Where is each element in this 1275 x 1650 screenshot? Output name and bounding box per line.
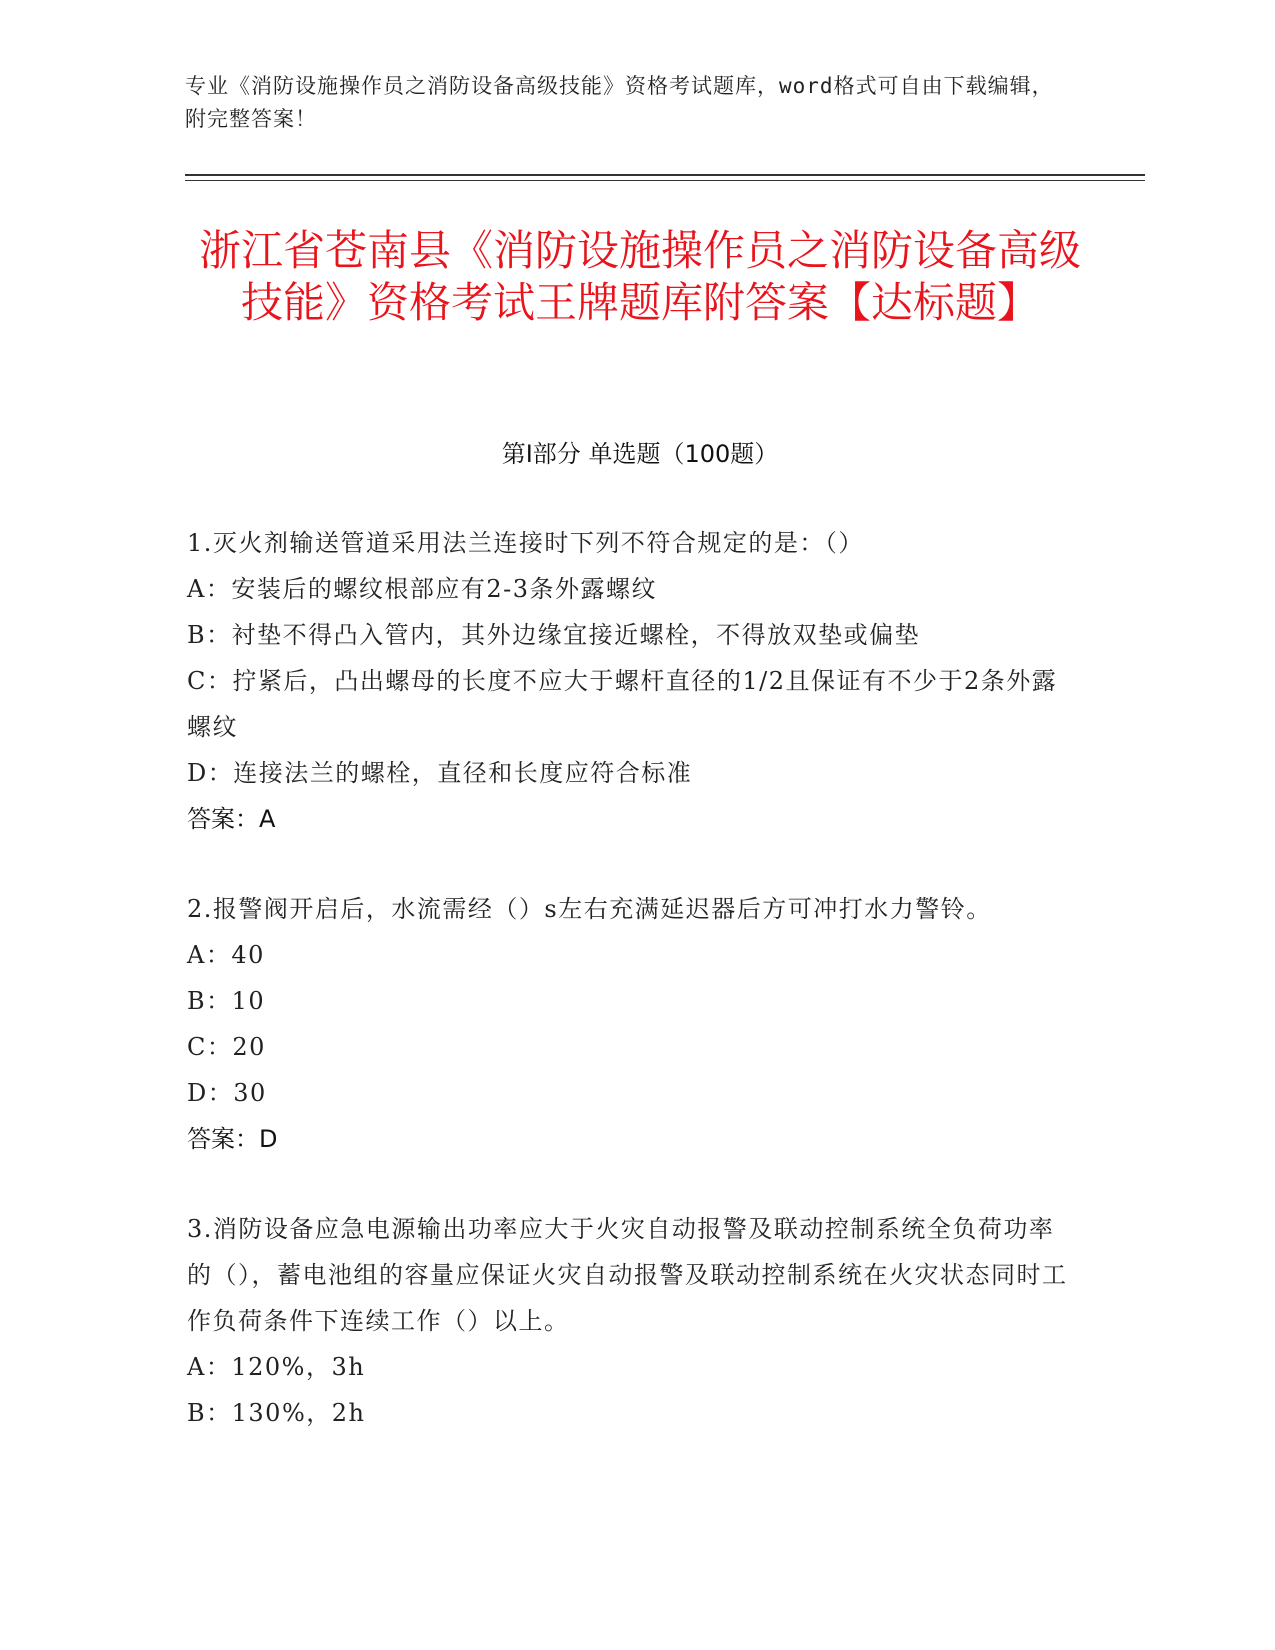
option-b: B：10 [187,987,266,1015]
option-a: A：安装后的螺纹根部应有2-3条外露螺纹 [187,575,657,603]
option-b: B：衬垫不得凸入管内，其外边缘宜接近螺栓，不得放双垫或偏垫 [187,621,921,649]
option-b: B：130%，2h [187,1399,366,1427]
header-rule [185,174,1145,176]
option-a: A：40 [187,941,265,969]
question-2 [187,886,1077,1162]
question-3 [187,1206,1077,1436]
option-c: C：拧紧后，凸出螺母的长度不应大于螺杆直径的1/2且保证有不少于2条外露螺纹 [187,667,1058,741]
header-note: 专业《消防设施操作员之消防设备高级技能》资格考试题库，word格式可自由下载编辑，附完整答案！ [185,74,1054,131]
option-a: A：120%，3h [187,1353,366,1381]
question-1 [187,520,1077,842]
header-rule-thin [185,180,1145,181]
answer-text: 答案：D [187,1125,278,1153]
question-stem: 1.灭火剂输送管道采用法兰连接时下列不符合规定的是：（） [187,529,864,557]
answer-text: 答案：A [187,805,276,833]
option-d: D：30 [187,1079,267,1107]
document-title: 浙江省苍南县《消防设施操作员之消防设备高级技能》资格考试王牌题库附答案【达标题】 [198,226,1081,327]
question-stem: 3.消防设备应急电源输出功率应大于火灾自动报警及联动控制系统全负荷功率的（），蓄电池组的容量应保证火灾自动报警及联动控制系统在火灾状态同时工作负荷条件下连续工作（）以上。 [187,1215,1068,1335]
option-d: D：连接法兰的螺栓，直径和长度应符合标准 [187,759,693,787]
section-title: 第I部分 单选题（100题） [501,440,779,468]
question-list [187,520,1077,1436]
option-c: C：20 [187,1033,266,1061]
question-stem: 2.报警阀开启后，水流需经（）s左右充满延迟器后方可冲打水力警铃。 [187,895,992,923]
